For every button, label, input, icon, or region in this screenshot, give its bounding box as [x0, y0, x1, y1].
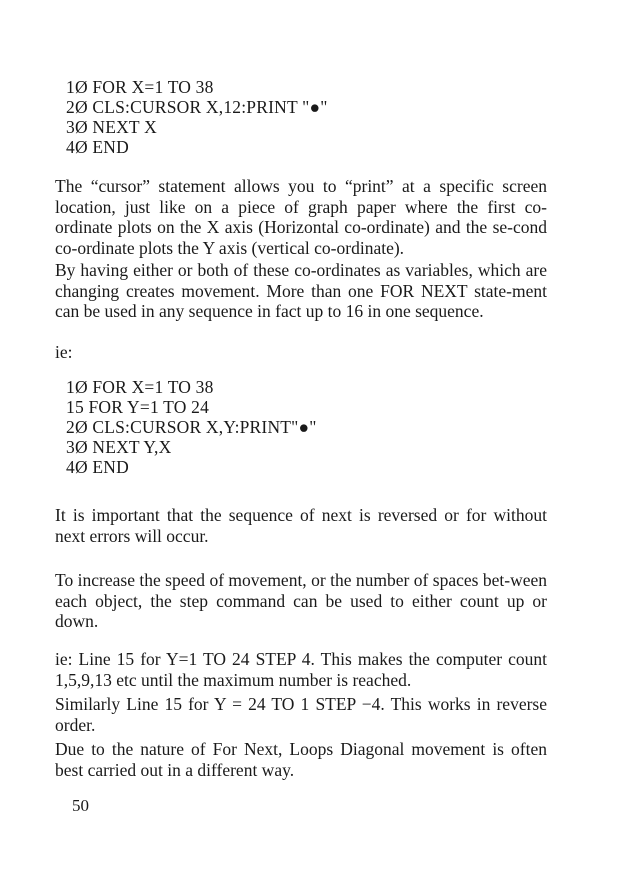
code-line: 2Ø CLS:CURSOR X,Y:PRINT"●" [66, 417, 317, 437]
code-line: 15 FOR Y=1 TO 24 [66, 397, 210, 417]
page-number: 50 [72, 796, 89, 815]
code-listing-2 [66, 377, 317, 477]
code-line: 3Ø NEXT X [66, 117, 157, 137]
paragraph-diagonal-movement: Due to the nature of For Next, Loops Diagonal movement is often best carried out in a different way. [55, 739, 547, 780]
paragraph-reverse-step: Similarly Line 15 for Y = 24 TO 1 STEP −4. This works in reverse order. [55, 694, 547, 735]
code-line: 1Ø FOR X=1 TO 38 [66, 377, 214, 397]
paragraph-step-example: ie: Line 15 for Y=1 TO 24 STEP 4. This makes the computer count 1,5,9,13 etc until the maximum number is reached. [55, 649, 547, 690]
paragraph-cursor-statement: The “cursor” statement allows you to “print” at a specific screen location, just like on a piece of graph paper where the first co-ordinate plots on the X axis (Horizontal co-ordinate) and the se-cond co-ordinate plots the Y axis (vertical co-ordinate). [55, 176, 547, 258]
paragraph-next-sequence: It is important that the sequence of next is reversed or for without next errors will occur. [55, 505, 547, 546]
code-listing-1 [66, 77, 328, 157]
paragraph-coordinates-variables: By having either or both of these co-ordinates as variables, which are changing creates movement. More than one FOR NEXT state-ment can be used in any sequence in fact up to 16 in one sequence. [55, 260, 547, 321]
code-line: 3Ø NEXT Y,X [66, 437, 172, 457]
ie-label: ie: [55, 342, 73, 362]
code-line: 1Ø FOR X=1 TO 38 [66, 77, 214, 97]
code-line: 2Ø CLS:CURSOR X,12:PRINT "●" [66, 97, 328, 117]
code-line: 4Ø END [66, 457, 129, 477]
paragraph-step-command: To increase the speed of movement, or the number of spaces bet-ween each object, the step command can be used to either count up or down. [55, 570, 547, 631]
code-line: 4Ø END [66, 137, 129, 157]
